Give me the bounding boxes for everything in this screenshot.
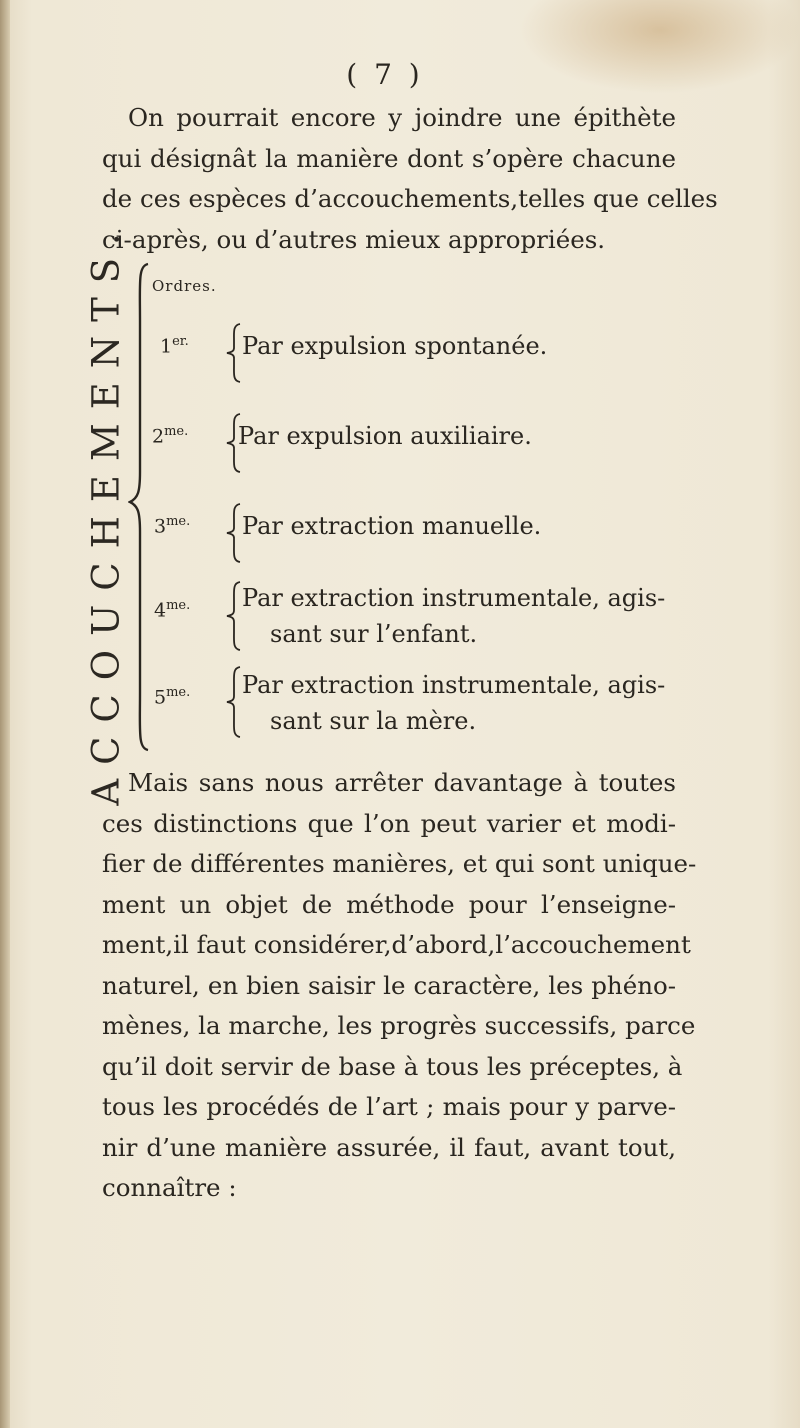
big-brace (128, 262, 150, 752)
order-number-digit: 1 (160, 335, 173, 358)
order-number-digit: 2 (152, 425, 165, 448)
order-text (242, 508, 541, 544)
order-number-suffix: me. (166, 598, 191, 613)
conclusion-line: mènes, la marche, les progrès successifs, parce (102, 1011, 696, 1040)
order-text-line: Par extraction instrumentale, agis- (242, 671, 666, 699)
order-text-line: Par extraction instrumentale, agis- (242, 584, 666, 612)
side-label-text: ACCOUCHEMENTS. (84, 218, 128, 806)
intro-line: de ces espèces d’accouchements,telles que celles (102, 184, 718, 213)
order-number (154, 685, 190, 708)
order-number-suffix: me. (166, 514, 191, 529)
order-number-digit: 3 (154, 515, 167, 538)
order-number-suffix: me. (166, 685, 191, 700)
order-number-digit: 5 (154, 686, 167, 709)
conclusion-line: connaître : (102, 1173, 237, 1202)
order-number (160, 334, 189, 357)
intro-paragraph (102, 98, 718, 260)
order-text-line: Par expulsion auxiliaire. (238, 422, 532, 450)
order-text-line: sant sur l’enfant. (270, 620, 478, 648)
conclusion-line: naturel, en bien saisir le caractère, les phéno- (102, 970, 676, 1000)
order-brace (224, 580, 242, 652)
order-number-suffix: er. (172, 334, 189, 349)
order-text-line: sant sur la mère. (270, 707, 477, 735)
intro-line: On pourrait encore y joindre une épithète (128, 103, 676, 132)
order-number (154, 598, 190, 621)
order-text (242, 328, 547, 364)
order-number (154, 514, 190, 537)
conclusion-line: tous les procédés de l’art ; mais pour y parve- (102, 1092, 676, 1121)
intro-line: ci-après, ou d’autres mieux appropriées. (102, 224, 606, 254)
conclusion-line: Mais sans nous arrêter davantage à toutes (128, 768, 676, 797)
conclusion-line: nir d’une manière assurée, il faut, avant tout, (102, 1132, 676, 1162)
order-number (152, 424, 188, 447)
side-label (84, 218, 128, 806)
order-text (242, 667, 665, 739)
conclusion-line: ces distinctions que l’on peut varier et modi- (102, 808, 676, 838)
order-brace (224, 665, 242, 739)
orders-heading: Ordres. (152, 277, 217, 295)
conclusion-line: fier de différentes manières, et qui sont unique- (102, 849, 697, 878)
intro-line: qui désignât la manière dont s’opère chacune (102, 143, 676, 173)
page-number: ( 7 ) (346, 58, 424, 91)
conclusion-paragraph (102, 763, 697, 1209)
order-number-suffix: me. (164, 424, 189, 439)
order-text-line: Par extraction manuelle. (242, 512, 542, 540)
conclusion-line: qu’il doit servir de base à tous les préceptes, à (102, 1051, 683, 1081)
order-brace (224, 502, 242, 564)
order-brace (224, 322, 242, 384)
conclusion-line: ment un objet de méthode pour l’enseigne- (102, 889, 676, 919)
page-gutter (0, 0, 10, 1428)
order-text (242, 580, 665, 652)
order-text-line: Par expulsion spontanée. (242, 332, 548, 360)
conclusion-line: ment,il faut considérer,d’abord,l’accouchement (102, 930, 691, 959)
order-text (238, 418, 532, 454)
order-number-digit: 4 (154, 599, 167, 622)
